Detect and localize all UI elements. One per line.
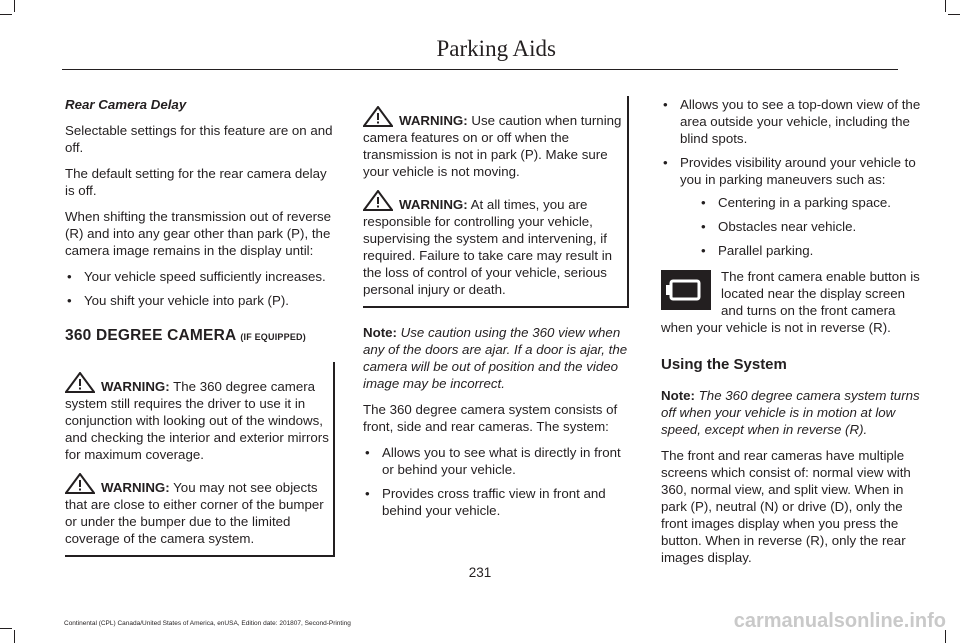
page-title: Parking Aids bbox=[436, 36, 556, 61]
list-item: • Allows you to see what is directly in front or behind your vehicle. bbox=[363, 444, 629, 478]
paragraph: Selectable settings for this feature are on and off. bbox=[65, 123, 333, 155]
rear-camera-delay-heading: Rear Camera Delay bbox=[65, 97, 187, 112]
note: Note: The 360 degree camera system turns off when your vehicle is in motion at low speed, except when in reverse (R). bbox=[661, 388, 920, 437]
list-item: • You shift your vehicle into park (P). bbox=[65, 292, 335, 309]
warning-4: WARNING: At all times, you are responsible for controlling your vehicle, supervising the system and intervening, if required. Failure to take care may result in the loss of control of your vehicle, serious personal injury or death. bbox=[363, 190, 623, 298]
section-title: 360 DEGREE CAMERA bbox=[65, 327, 236, 344]
warning-1: WARNING: The 360 degree camera system still requires the driver to use it in conjunction with looking out of the windows, and checking the interior and exterior mirrors for maximum coverage. bbox=[65, 372, 329, 463]
list-item: • Parallel parking. bbox=[699, 242, 927, 259]
warning-2: WARNING: You may not see objects that are close to either corner of the bumper or under the bumper due to the limited coverage of the camera system. bbox=[65, 473, 329, 547]
warning-box bbox=[363, 96, 629, 308]
column-2 bbox=[363, 96, 629, 528]
list-item: • Allows you to see a top-down view of the area outside your vehicle, including the blind spots. bbox=[661, 96, 927, 147]
warning-box bbox=[65, 362, 335, 557]
front-camera-text: The front camera enable button is located near the display screen and turns on the front camera when your vehicle is not in reverse (R). bbox=[661, 269, 920, 335]
list-item: • Your vehicle speed sufficiently increases. bbox=[65, 268, 335, 285]
section-suffix: (IF EQUIPPED) bbox=[240, 332, 306, 342]
footer-text: Continental (CPL) Canada/United States of America, enUSA, Edition date: 201807, Second-Printing bbox=[64, 620, 351, 627]
bullet-list bbox=[65, 268, 335, 309]
watermark: carmanualsonline.info bbox=[733, 610, 946, 632]
section-heading bbox=[65, 327, 335, 346]
note: Note: Use caution using the 360 view when any of the doors are ajar. If a door is ajar, the camera will be out of position and the video image may be incorrect. bbox=[363, 325, 628, 391]
warning-3: WARNING: Use caution when turning camera features on or off when the transmission is not in park (P). Make sure your vehicle is not moving. bbox=[363, 106, 623, 180]
paragraph: The 360 degree camera system consists of front, side and rear cameras. The system: bbox=[363, 402, 618, 434]
crop-mark bbox=[945, 0, 946, 12]
bullet-list bbox=[661, 96, 927, 259]
paragraph: The default setting for the rear camera delay is off. bbox=[65, 166, 327, 198]
list-item: • Provides visibility around your vehicle to you in parking maneuvers such as: • Centering in a parking space. • Obstacles near vehicle. • Parallel parking. bbox=[661, 154, 927, 259]
warning-triangle-icon bbox=[363, 106, 393, 127]
warning-triangle-icon bbox=[363, 190, 393, 211]
column-3 bbox=[661, 96, 927, 575]
warning-triangle-icon bbox=[65, 473, 95, 494]
list-item: • Provides cross traffic view in front and behind your vehicle. bbox=[363, 485, 629, 519]
list-item: • Obstacles near vehicle. bbox=[699, 218, 927, 235]
paragraph: When shifting the transmission out of reverse (R) and into any gear other than park (P), the camera image remains in the display until: bbox=[65, 209, 332, 258]
warning-triangle-icon bbox=[65, 372, 95, 393]
paragraph: The front and rear cameras have multiple screens which consist of: normal view with 360, normal view, and split view. When in park (P), neutral (N) or drive (D), only the front images display when you press the button. When in reverse (R), only the rear images display. bbox=[661, 448, 911, 565]
crop-mark bbox=[14, 0, 15, 12]
crop-mark bbox=[14, 630, 15, 643]
header-rule bbox=[62, 69, 898, 70]
using-system-heading: Using the System bbox=[661, 356, 787, 373]
column-1 bbox=[65, 96, 335, 571]
sub-bullet-list bbox=[680, 194, 927, 259]
page-number: 231 bbox=[468, 565, 492, 580]
crop-mark bbox=[0, 14, 12, 15]
crop-mark bbox=[948, 14, 960, 15]
front-camera-block bbox=[661, 268, 927, 336]
list-item: • Centering in a parking space. bbox=[699, 194, 927, 211]
front-camera-button-icon bbox=[661, 270, 711, 310]
bullet-list bbox=[363, 444, 629, 519]
crop-mark bbox=[0, 628, 12, 629]
